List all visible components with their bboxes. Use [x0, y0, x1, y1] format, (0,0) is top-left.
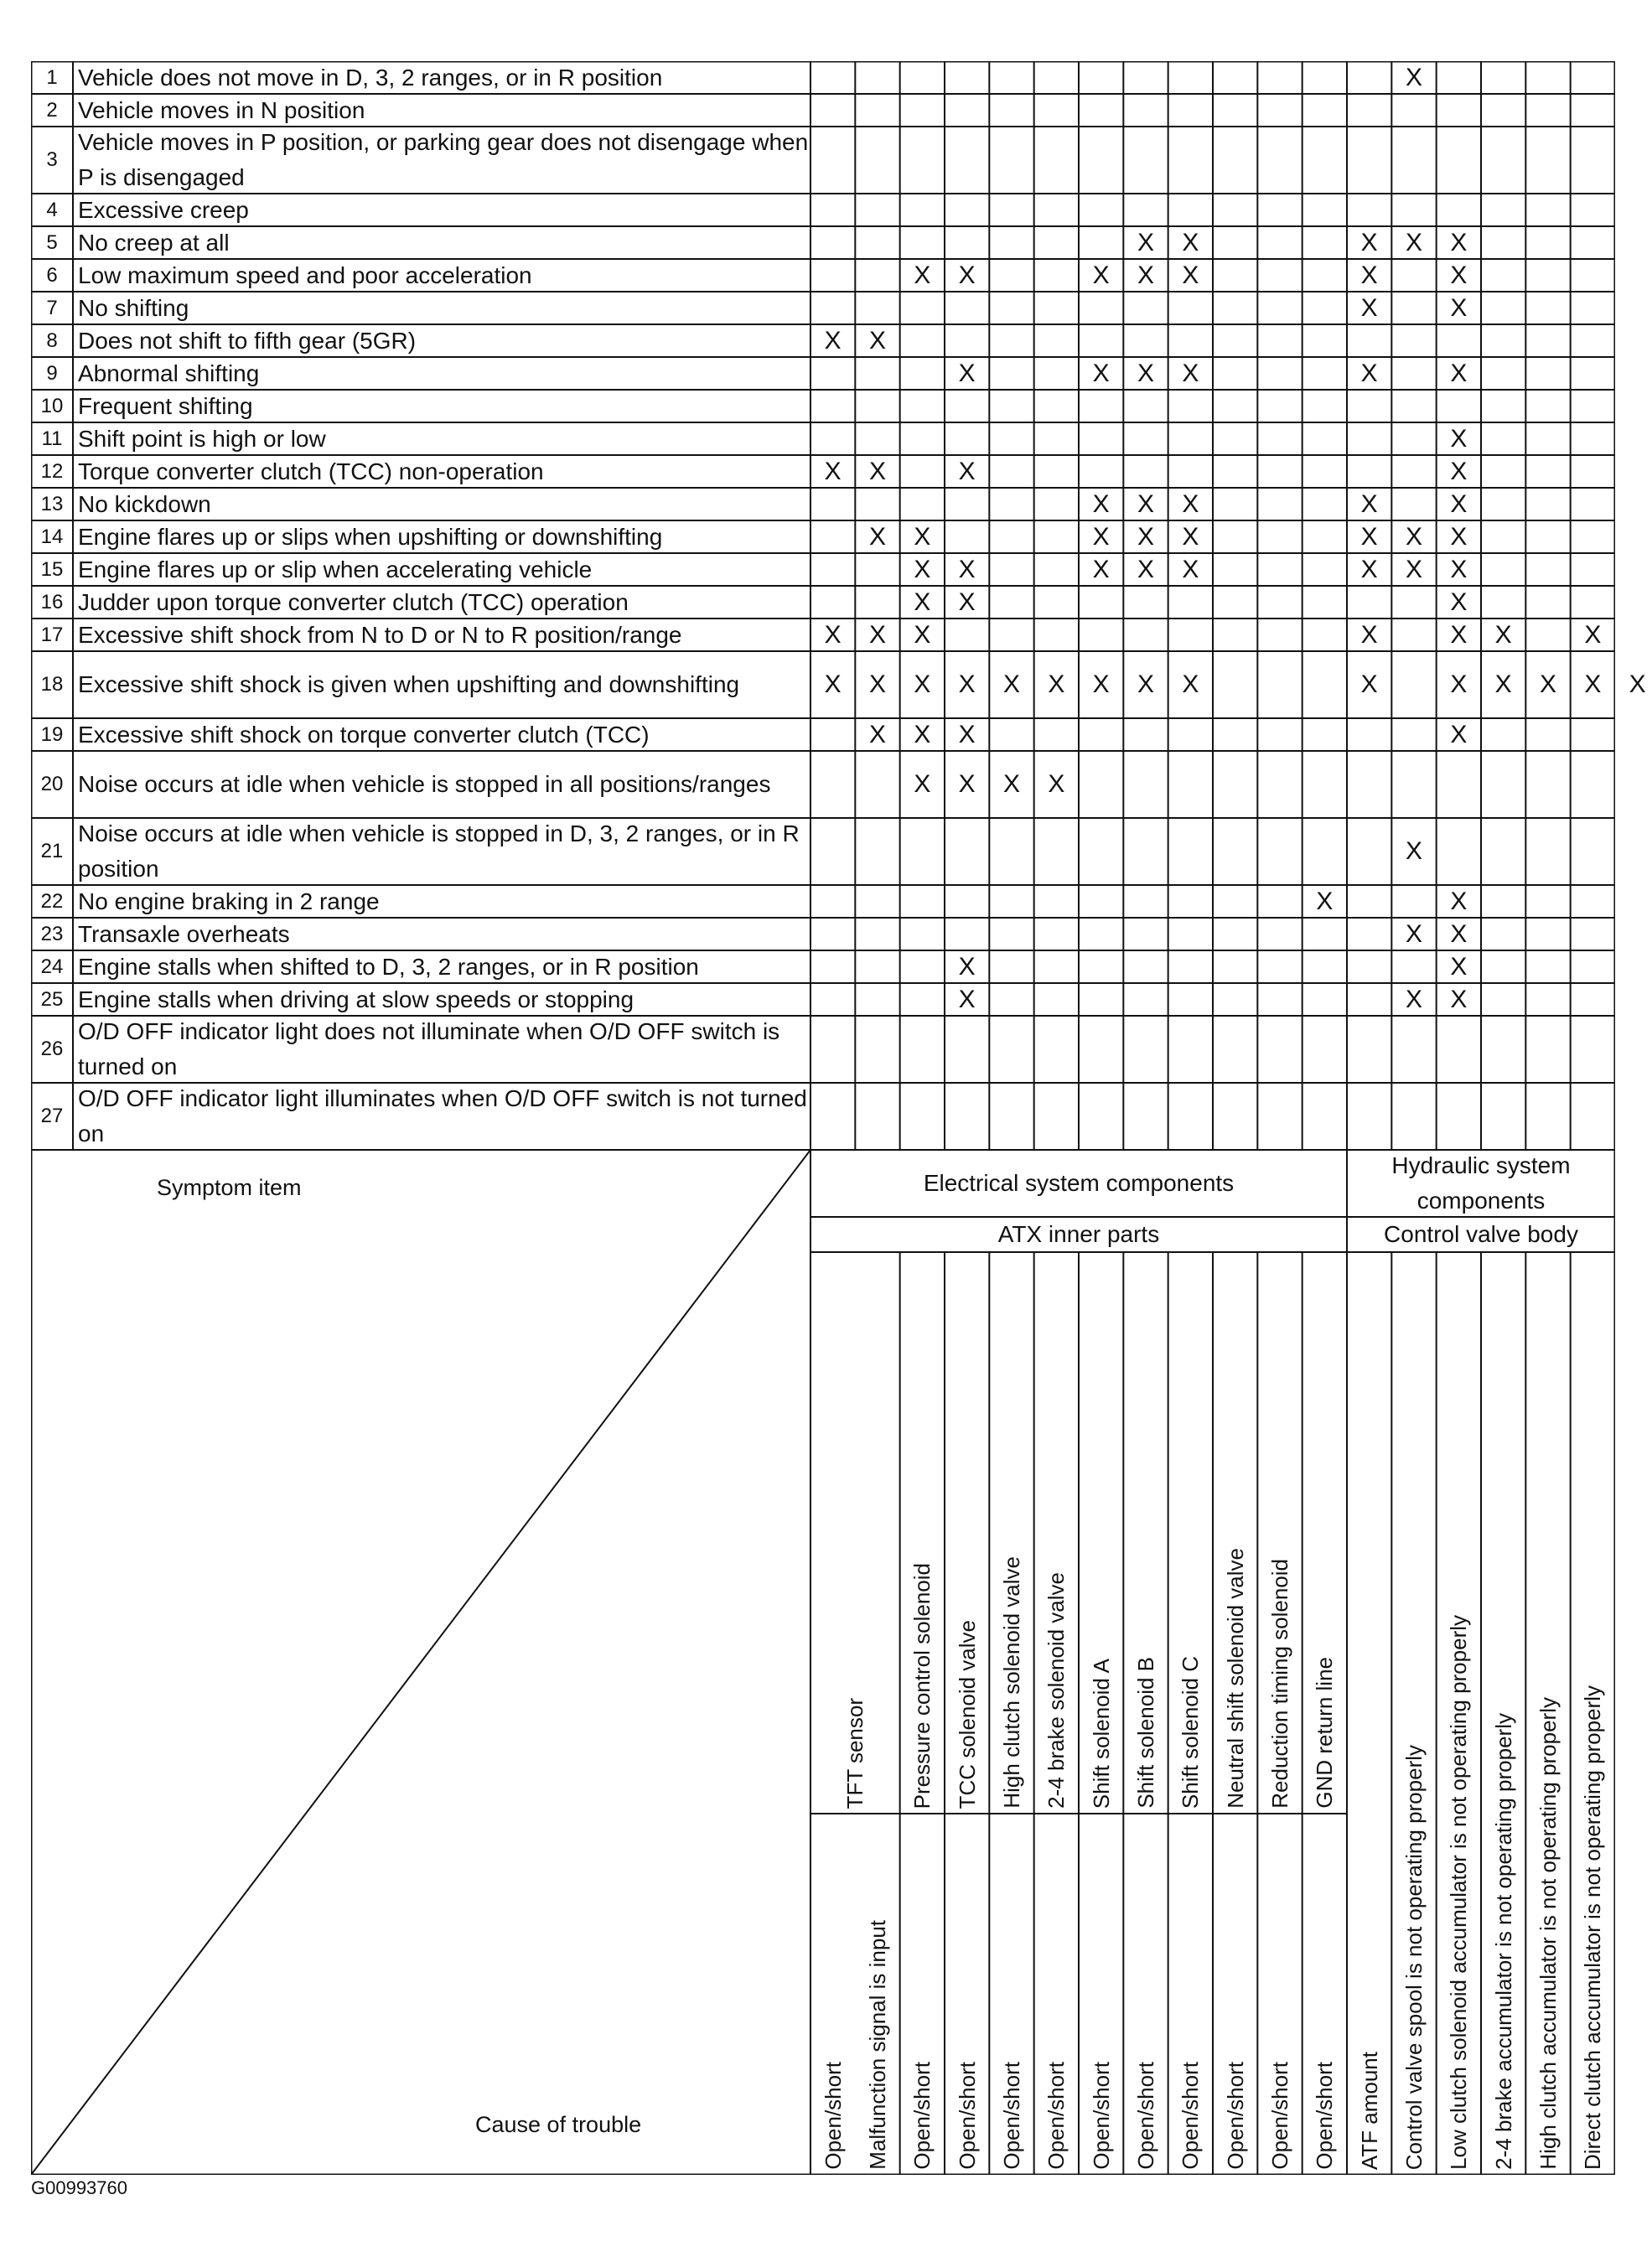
cause-mark: X — [1450, 620, 1468, 649]
cause-mark: X — [958, 985, 976, 1013]
cause-mark: X — [1450, 919, 1468, 948]
symptom-number: 18 — [40, 673, 64, 696]
cause-label: Open/short — [820, 2062, 846, 2170]
symptom-text: Noise occurs at idle when vehicle is stopped in D, 3, 2 ranges, or in R position — [78, 820, 800, 882]
cause-mark: X — [1450, 424, 1468, 453]
symptom-number: 1 — [46, 65, 58, 89]
cause-mark: X — [958, 720, 976, 748]
component-name — [810, 1252, 900, 1814]
symptom-text: Frequent shifting — [78, 392, 253, 419]
symptom-number: 24 — [40, 955, 64, 978]
cause-label: Open/short — [1044, 2062, 1069, 2170]
cause-mark: X — [1002, 770, 1020, 798]
symptom-troubleshooting-chart — [31, 61, 1646, 2175]
cause-cell — [855, 1814, 899, 2175]
cause-label: Open/short — [1312, 2062, 1338, 2170]
cause-mark: X — [1360, 670, 1378, 698]
cause-mark: X — [1360, 489, 1378, 518]
cause-mark: X — [1405, 555, 1422, 583]
cause-mark: X — [914, 770, 931, 798]
cause-mark: X — [1405, 63, 1422, 91]
symptom-text: Engine flares up or slips when upshifting or downshifting — [78, 523, 663, 550]
symptom-number: 5 — [46, 230, 58, 254]
cause-mark: X — [914, 670, 931, 698]
cause-cell — [1391, 1252, 1436, 2175]
symptom-number: 12 — [40, 459, 64, 483]
cause-mark: X — [1539, 670, 1556, 698]
cause-mark: X — [1182, 359, 1199, 387]
cause-cell — [1525, 1252, 1570, 2175]
cause-mark: X — [1048, 670, 1065, 698]
cause-label: 2-4 brake accumulator is not operating properly — [1490, 1713, 1516, 2170]
cause-mark: X — [1450, 587, 1468, 616]
cause-mark: X — [868, 457, 886, 485]
symptom-text: Vehicle does not move in D, 3, 2 ranges, or in R position — [78, 64, 663, 91]
cause-cell — [1347, 1252, 1391, 2175]
cause-mark: X — [1360, 555, 1378, 583]
electrical-system-header: Electrical system components — [923, 1170, 1235, 1196]
component-name-label: Reduction timing solenoid — [1266, 1559, 1292, 1809]
component-name-label: 2-4 brake solenoid valve — [1044, 1572, 1069, 1809]
cause-mark: X — [1405, 985, 1422, 1013]
cause-mark: X — [1405, 919, 1422, 948]
symptom-number: 3 — [46, 148, 58, 171]
symptom-number: 23 — [40, 922, 64, 945]
symptom-text: O/D OFF indicator light does not illuminate when O/D OFF switch is turned on — [78, 1018, 780, 1079]
cause-mark: X — [1405, 522, 1422, 551]
cause-label: High clutch accumulator is not operating properly — [1535, 1697, 1561, 2170]
cause-mark: X — [1450, 359, 1468, 387]
cause-mark: X — [958, 457, 976, 485]
cause-mark: X — [1360, 522, 1378, 551]
cause-mark: X — [1137, 228, 1154, 256]
cause-mark: X — [1316, 887, 1334, 915]
cause-mark: X — [914, 587, 931, 616]
cause-label: Open/short — [1266, 2062, 1292, 2170]
cause-label: Open/short — [1178, 2062, 1204, 2170]
symptom-text: Excessive creep — [78, 196, 249, 223]
cause-mark: X — [958, 359, 976, 387]
cause-cell — [1437, 1252, 1481, 2175]
cause-mark: X — [914, 555, 931, 583]
cause-label: Open/short — [1132, 2062, 1158, 2170]
symptom-text: Judder upon torque converter clutch (TCC) operation — [78, 588, 629, 615]
cause-cell — [945, 1814, 989, 2175]
cause-mark: X — [1360, 261, 1378, 289]
cause-mark: X — [1092, 261, 1110, 289]
cause-mark: X — [868, 670, 886, 698]
cause-mark: X — [1092, 359, 1110, 387]
cause-mark: X — [914, 620, 931, 649]
cause-label: Low clutch solenoid accumulator is not operating properly — [1446, 1615, 1472, 2170]
cause-mark: X — [1450, 457, 1468, 485]
component-name — [989, 1252, 1033, 1814]
cause-mark: X — [958, 555, 976, 583]
cause-mark: X — [1450, 489, 1468, 518]
cause-label: Control valve spool is not operating properly — [1401, 1744, 1427, 2170]
cause-mark: X — [958, 952, 976, 981]
cause-cell — [900, 1814, 945, 2175]
component-name — [1168, 1252, 1213, 1814]
symptom-number: 6 — [46, 263, 58, 287]
cause-mark: X — [1182, 555, 1199, 583]
symptom-number: 11 — [41, 427, 63, 450]
cause-of-trouble-label: Cause of trouble — [475, 2111, 642, 2137]
component-name-label: TFT sensor — [842, 1697, 868, 1809]
cause-mark: X — [1450, 985, 1468, 1013]
component-name — [1302, 1252, 1347, 1814]
atx-inner-parts-header: ATX inner parts — [997, 1221, 1160, 1247]
symptom-number: 22 — [40, 889, 64, 913]
cause-mark: X — [958, 587, 976, 616]
cause-mark: X — [868, 620, 886, 649]
cause-mark: X — [868, 326, 886, 355]
symptom-number: 25 — [40, 987, 64, 1011]
cause-cell — [1213, 1814, 1257, 2175]
cause-mark: X — [1092, 522, 1110, 551]
cause-mark: X — [1494, 620, 1512, 649]
component-name-label: GND return line — [1312, 1657, 1338, 1809]
cause-cell — [1168, 1814, 1213, 2175]
cause-mark: X — [1048, 770, 1065, 798]
cause-mark: X — [1137, 489, 1154, 518]
component-name — [1213, 1252, 1257, 1814]
symptom-number: 8 — [46, 329, 58, 352]
component-name — [945, 1252, 989, 1814]
cause-mark: X — [1450, 555, 1468, 583]
cause-label: Open/short — [1088, 2062, 1114, 2170]
cause-label: Direct clutch accumulator is not operating properly — [1580, 1685, 1606, 2170]
cause-mark: X — [1450, 720, 1468, 748]
component-name — [1257, 1252, 1302, 1814]
component-name-label: Shift solenoid A — [1088, 1658, 1114, 1809]
cause-mark: X — [1182, 489, 1199, 518]
symptom-number: 9 — [46, 361, 58, 385]
symptom-text: O/D OFF indicator light illuminates when O/D OFF switch is not turned on — [78, 1085, 807, 1147]
cause-mark: X — [958, 670, 976, 698]
cause-mark: X — [1450, 261, 1468, 289]
component-name — [900, 1252, 945, 1814]
cause-label: Open/short — [998, 2062, 1024, 2170]
component-name — [1079, 1252, 1123, 1814]
cause-label: ATF amount — [1356, 2051, 1382, 2170]
symptom-text: Excessive shift shock on torque converter clutch (TCC) — [78, 721, 650, 748]
cause-mark: X — [824, 326, 842, 355]
cause-mark: X — [824, 620, 842, 649]
cause-mark: X — [1137, 670, 1154, 698]
component-name — [1123, 1252, 1168, 1814]
component-name-label: TCC solenoid valve — [954, 1619, 980, 1809]
symptom-text: No kickdown — [78, 490, 211, 517]
cause-mark: X — [1360, 228, 1378, 256]
component-name-label: Pressure control solenoid — [909, 1562, 935, 1809]
symptom-text: Shift point is high or low — [78, 425, 326, 452]
symptom-number: 21 — [40, 840, 64, 862]
component-name-label: Shift solenoid B — [1132, 1657, 1158, 1809]
cause-mark: X — [1182, 228, 1199, 256]
cause-label: Open/short — [1222, 2062, 1248, 2170]
cause-mark: X — [1002, 670, 1020, 698]
symptom-number: 20 — [40, 773, 64, 795]
cause-mark: X — [824, 670, 842, 698]
cause-label: Malfunction signal is input — [864, 1920, 890, 2170]
cause-mark: X — [1450, 670, 1468, 698]
cause-cell — [989, 1814, 1033, 2175]
cause-mark: X — [1182, 261, 1199, 289]
figure-id: G00993760 — [31, 2177, 127, 2198]
component-name-label: Shift solenoid C — [1178, 1655, 1204, 1809]
symptom-text: No shifting — [78, 294, 189, 321]
cause-mark: X — [1182, 522, 1199, 551]
symptom-text: Low maximum speed and poor acceleration — [78, 261, 532, 288]
cause-mark: X — [958, 261, 976, 289]
symptom-text: No engine braking in 2 range — [78, 888, 380, 914]
cause-cell — [810, 1814, 855, 2175]
component-name-label: Neutral shift solenoid valve — [1222, 1548, 1248, 1809]
symptom-number: 4 — [46, 198, 58, 221]
cause-label: Open/short — [909, 2062, 935, 2170]
symptom-text: Engine stalls when driving at slow speeds or stopping — [78, 986, 634, 1012]
symptom-text: Engine stalls when shifted to D, 3, 2 ranges, or in R position — [78, 953, 699, 980]
cause-label: Open/short — [954, 2062, 980, 2170]
symptom-number: 2 — [46, 98, 58, 122]
component-name-label: High clutch solenoid valve — [998, 1556, 1024, 1809]
symptom-number: 13 — [40, 492, 64, 515]
cause-mark: X — [1450, 952, 1468, 981]
cause-mark: X — [1450, 228, 1468, 256]
cause-mark: X — [1137, 359, 1154, 387]
cause-mark: X — [1137, 555, 1154, 583]
cause-mark: X — [914, 720, 931, 748]
cause-mark: X — [914, 522, 931, 551]
cause-mark: X — [1360, 359, 1378, 387]
cause-mark: X — [1405, 228, 1422, 256]
cause-mark: X — [1450, 293, 1468, 322]
symptom-text: Excessive shift shock from N to D or N to R position/range — [78, 621, 682, 648]
symptom-number: 17 — [40, 623, 64, 646]
corner-diagonal — [31, 1150, 810, 2175]
cause-mark: X — [868, 720, 886, 748]
symptom-text: Engine flares up or slip when accelerating vehicle — [78, 556, 593, 582]
cause-cell — [1257, 1814, 1302, 2175]
cause-mark: X — [1092, 489, 1110, 518]
cause-mark: X — [1360, 293, 1378, 322]
cause-mark: X — [1629, 670, 1646, 698]
cause-mark: X — [1092, 555, 1110, 583]
symptom-number: 19 — [40, 722, 64, 746]
symptom-text: Noise occurs at idle when vehicle is stopped in all positions/ranges — [78, 771, 771, 797]
symptom-number: 26 — [40, 1038, 64, 1060]
symptom-number: 10 — [40, 394, 64, 417]
cause-cell — [1302, 1814, 1347, 2175]
symptom-item-label: Symptom item — [157, 1174, 302, 1200]
cause-mark: X — [824, 457, 842, 485]
symptom-text: Excessive shift shock is given when upshifting and downshifting — [78, 671, 740, 697]
symptom-number: 27 — [40, 1105, 64, 1127]
symptom-text: Torque converter clutch (TCC) non-operation — [78, 458, 544, 484]
symptom-text: Vehicle moves in P position, or parking gear does not disengage when P is disengaged — [78, 129, 809, 190]
cause-cell — [1079, 1814, 1123, 2175]
cause-cell — [1571, 1252, 1615, 2175]
cause-mark: X — [1092, 670, 1110, 698]
cause-mark: X — [868, 522, 886, 551]
symptom-text: Transaxle overheats — [78, 920, 290, 947]
symptom-number: 14 — [40, 525, 64, 548]
cause-cell — [1034, 1814, 1079, 2175]
cause-mark: X — [1494, 670, 1512, 698]
cause-mark: X — [914, 261, 931, 289]
component-name — [1034, 1252, 1079, 1814]
cause-cell — [1123, 1814, 1168, 2175]
symptom-number: 16 — [40, 590, 64, 613]
cause-mark: X — [1450, 522, 1468, 551]
cause-mark: X — [1360, 620, 1378, 649]
cause-mark: X — [1137, 261, 1154, 289]
cause-mark: X — [1450, 887, 1468, 915]
symptom-text: No creep at all — [78, 229, 230, 256]
cause-mark: X — [1584, 620, 1602, 649]
cause-mark: X — [1182, 670, 1199, 698]
symptom-text: Abnormal shifting — [78, 360, 260, 386]
control-valve-body-header: Control valve body — [1384, 1221, 1578, 1247]
symptom-text: Vehicle moves in N position — [78, 96, 365, 123]
cause-mark: X — [1584, 670, 1602, 698]
symptom-number: 15 — [40, 557, 64, 581]
cause-cell — [1481, 1252, 1525, 2175]
hydraulic-system-header: Hydraulic system components — [1391, 1152, 1571, 1214]
cause-mark: X — [958, 770, 976, 798]
symptom-text: Does not shift to fifth gear (5GR) — [78, 327, 417, 354]
cause-mark: X — [1405, 837, 1422, 865]
symptom-number: 7 — [46, 296, 58, 319]
cause-mark: X — [1137, 522, 1154, 551]
